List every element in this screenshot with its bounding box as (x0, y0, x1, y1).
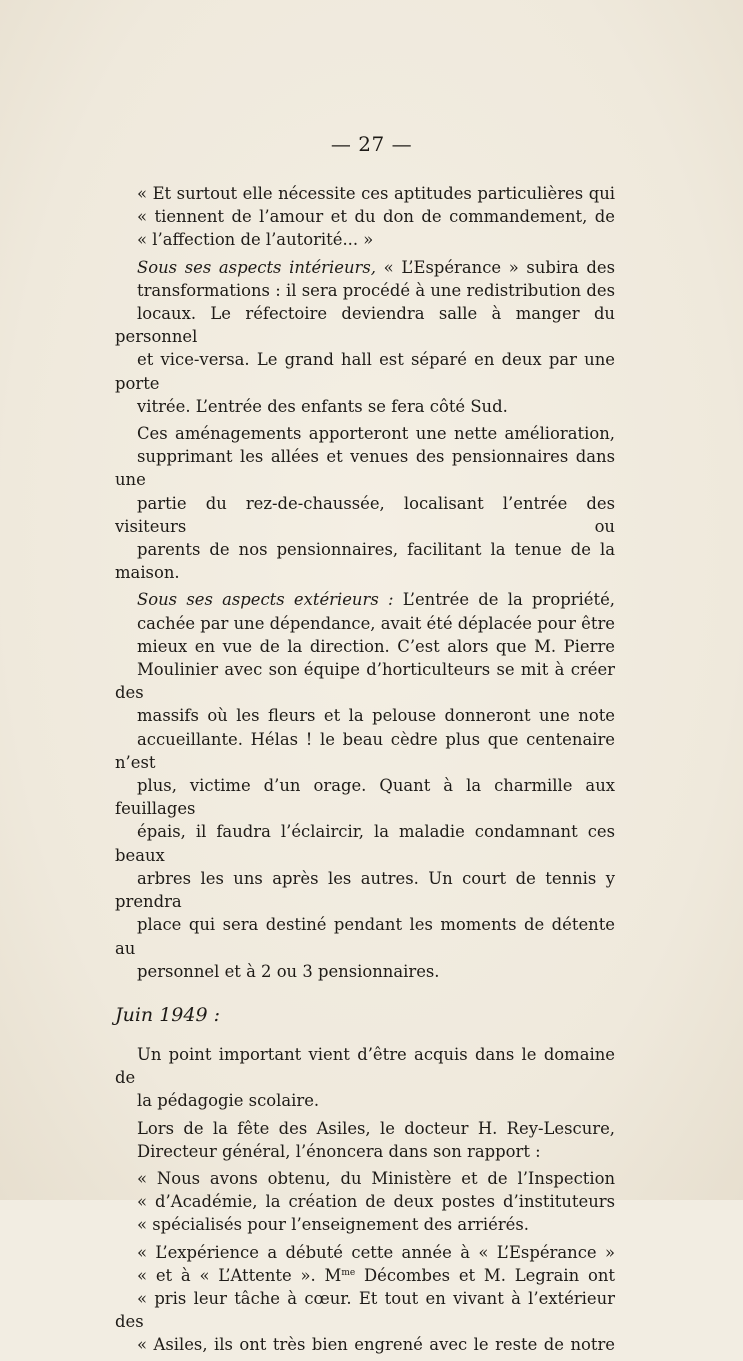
text-line: parents de nos pensionnaires, facilitant la tenue de la maison. (115, 540, 615, 583)
text-line: personnel et à 2 ou 3 pensionnaires. (137, 961, 440, 981)
text-line: accueillante. Hélas ! le beau cèdre plus que centenaire n’est (115, 729, 615, 772)
text-line: Ces aménagements apporteront une nette amélioration, (137, 424, 615, 444)
text-line: la pédagogie scolaire. (137, 1091, 320, 1111)
text-line: « Asiles, ils ont très bien engrené avec le reste de notre (137, 1335, 615, 1355)
paragraph (115, 256, 615, 418)
text-line: Directeur général, l’énoncera dans son rapport : (137, 1141, 541, 1161)
text-line: et vice-versa. Le grand hall est séparé en deux par une porte (115, 350, 615, 393)
body-text (115, 182, 615, 1361)
text-line: « tiennent de l’amour et du don de commandement, de (137, 207, 615, 227)
text-line: « L’expérience a débuté cette année à « L’Espérance » (137, 1242, 615, 1262)
text-fragment: « et à « L’Attente ». M (137, 1265, 342, 1285)
text-line: Moulinier avec son équipe d’horticulteurs se mit à créer des (115, 660, 615, 703)
text-line (115, 588, 615, 611)
text-line: locaux. Le réfectoire deviendra salle à manger du personnel (115, 304, 615, 347)
text-line (115, 1264, 615, 1287)
text-fragment: Décombes et M. Legrain ont (355, 1265, 616, 1285)
text-line: « Et surtout elle nécessite ces aptitudes particulières qui (137, 184, 615, 203)
text-line: arbres les uns après les autres. Un court de tennis y prendra (115, 868, 615, 912)
text-line: « spécialisés pour l’enseignement des arriérés. (137, 1215, 529, 1235)
text-line (115, 256, 615, 279)
superscript: me (341, 1267, 356, 1278)
italic-lead: Sous ses aspects extérieurs : (137, 590, 394, 610)
text-line: Un point important vient d’être acquis dans le domaine de (115, 1044, 615, 1088)
text-line: mieux en vue de la direction. C’est alors que M. Pierre (137, 636, 615, 656)
paragraph (115, 422, 615, 584)
text-line: « d’Académie, la création de deux postes d’instituteurs (137, 1192, 615, 1212)
paragraph (115, 588, 615, 982)
paragraph (115, 1117, 615, 1163)
text-line: place qui sera destiné pendant les moments de détente au (115, 915, 615, 958)
text-line: massifs où les fleurs et la pelouse donneront une note (137, 706, 615, 726)
text-line: Lors de la fête des Asiles, le docteur H. Rey-Lescure, (137, 1118, 615, 1138)
text-line: supprimant les allées et venues des pensionnaires dans une (115, 447, 615, 490)
paragraph (115, 1241, 615, 1357)
text-line: partie du rez-de-chaussée, localisant l’entrée des visiteurs ou (115, 493, 615, 536)
text-fragment: « L’Espérance » subira des (375, 257, 615, 277)
text-line: transformations : il sera procédé à une redistribution des (137, 280, 615, 300)
text-line: cachée par une dépendance, avait été déplacée pour être (137, 613, 616, 633)
paragraph (115, 182, 615, 252)
italic-lead: Sous ses aspects intérieurs, (137, 257, 376, 277)
paragraph (115, 1043, 615, 1113)
section-heading: Juin 1949 : (115, 1003, 221, 1026)
text-line: vitrée. L’entrée des enfants se fera côté Sud. (137, 396, 508, 416)
text-line: plus, victime d’un orage. Quant à la charmille aux feuillages (115, 776, 615, 819)
text-fragment: L’entrée de la propriété, (393, 590, 615, 610)
page-number: — 27 — (330, 132, 413, 156)
paragraph (115, 1167, 615, 1237)
text-line: épais, il faudra l’éclaircir, la maladie condamnant ces beaux (115, 822, 615, 865)
text-line: « Nous avons obtenu, du Ministère et de l’Inspection (137, 1168, 615, 1188)
text-line: « l’affection de l’autorité... » (137, 230, 374, 250)
text-line: « pris leur tâche à cœur. Et tout en vivant à l’extérieur des (115, 1288, 615, 1332)
